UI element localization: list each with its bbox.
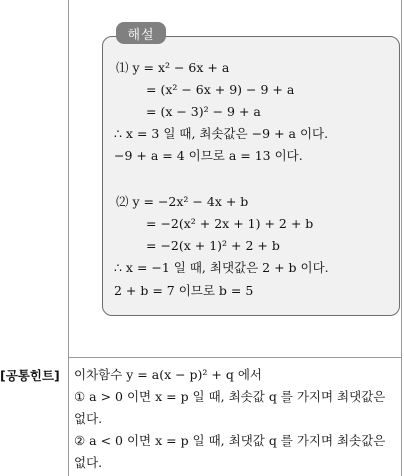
part1-line-3: = (x − 3)² − 9 + a — [146, 104, 261, 119]
hint-line-4: ② a < 0 이면 x = p 일 때, 최댓값 q 를 가지며 최솟값은 — [74, 433, 386, 448]
hint-line-3: 없다. — [74, 411, 103, 426]
part2-answer: 2 + b = 7 이므로 b = 5 — [114, 283, 254, 298]
hint-line-2: ① a > 0 이면 x = p 일 때, 최솟값 q 를 가지며 최댓값은 — [74, 389, 386, 404]
part2-conclusion: ∴ x = −1 일 때, 최댓값은 2 + b 이다. — [114, 260, 329, 275]
part1-line-2: = (x² − 6x + 9) − 9 + a — [146, 82, 295, 97]
part2-line-3: = −2(x + 1)² + 2 + b — [146, 238, 280, 253]
section-divider — [68, 357, 402, 358]
part2-line-2: = −2(x² + 2x + 1) + 2 + b — [146, 216, 314, 231]
part1-line-1: ⑴ y = x² − 6x + a — [116, 60, 230, 75]
hint-line-1: 이차함수 y = a(x − p)² + q 에서 — [74, 367, 262, 382]
part1-answer: −9 + a = 4 이므로 a = 13 이다. — [114, 148, 303, 163]
part2-line-1: ⑵ y = −2x² − 4x + b — [116, 194, 249, 209]
hint-label: [공통힌트] — [0, 368, 60, 383]
part1-conclusion: ∴ x = 3 일 때, 최솟값은 −9 + a 이다. — [114, 126, 329, 141]
solution-tag: 해설 — [116, 22, 166, 44]
hint-line-5: 없다. — [74, 455, 103, 470]
